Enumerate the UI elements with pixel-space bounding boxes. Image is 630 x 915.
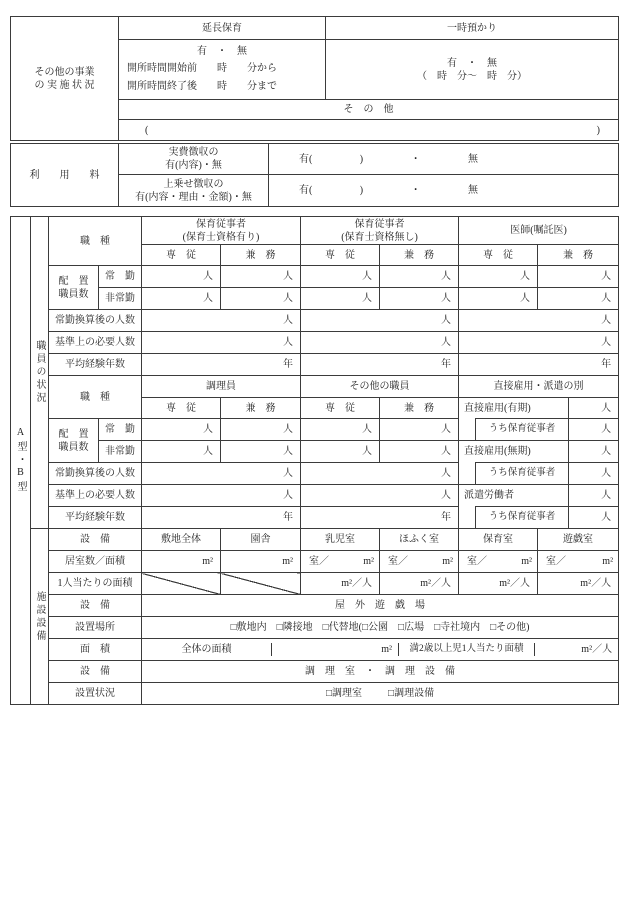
equipment-label: 設 備 [49,529,142,551]
location-options: □敷地内 □隣接地 □代替地(□公園 □広場 □寺社境内 □その他) [142,617,619,639]
extended-before-line: 開所時間開始前 時 分から [127,63,277,74]
direct-fixed-label: 直接雇用(有期) [459,398,569,419]
fulltime-header: 専 従 [142,245,221,266]
required-label: 基準上の必要人数 [49,332,142,354]
person-count-cell: 人 [569,485,619,507]
per-person-area-label: 1人当たりの面積 [49,573,142,595]
kitchen-options-cell [142,683,619,705]
person-count-cell: 人 [221,288,301,310]
fee-value-dot: ・ [410,153,421,165]
na-diagonal-cell [142,573,221,595]
person-count-cell: 人 [142,288,221,310]
required-label: 基準上の必要人数 [49,485,142,507]
other-programs-label-cell [11,17,119,141]
sqm-cell: m² [142,551,221,573]
per-child-area-label: 満2歳以上児1人当たり面積 [399,643,535,656]
fee-actual-cost-line2: 有(内容)・無 [165,160,222,171]
group-cook-cell: 調理員 [142,376,301,398]
group-otherstaff-cell: その他の職員 [301,376,459,398]
fee-value-dot: ・ [410,185,421,196]
fte-label: 常勤換算後の人数 [49,463,142,485]
rooms-sqm-cell [301,551,380,573]
equipment-label: 設 備 [49,595,142,617]
nonregular-label: 非常勤 [99,441,142,463]
staffing-line1: 配 置 [58,428,89,440]
group-employment-cell: 直接雇用・派遣の別 [459,376,619,398]
sqm-cell: m² [221,551,301,573]
temporary-hours: （ 時 分～ 時 分） [417,70,527,82]
sqm-per-person-cell: m²／人 [538,573,619,595]
group-qualified-line1: 保育従事者 [196,218,246,230]
fee-actual-cost-cell [119,144,269,175]
staff-section-label: 職員の状況 [34,340,45,405]
total-area-label: 全体の面積 [142,643,272,656]
location-label: 設置場所 [49,617,142,639]
dispatch-label: 派遣労働者 [459,485,569,507]
sqm-per-person-cell: m²／人 [380,573,459,595]
person-count-cell: 人 [142,310,301,332]
area-label: 面 積 [49,639,142,661]
extended-care-title-cell: 延長保育 [119,17,326,40]
rooms-sqm-cell [380,551,459,573]
group-qualified-line2: (保育士資格有り) [182,231,260,243]
person-count-cell: 人 [142,441,221,463]
person-count-cell: 人 [142,485,301,507]
per-child-area-value: m²／人 [581,644,613,655]
person-count-cell: 人 [569,419,619,441]
concurrent-header: 兼 務 [221,245,301,266]
person-count-cell: 人 [142,266,221,288]
type-ab-label-cell [11,217,31,705]
group-qualified-cell [142,217,301,245]
facility-col-nursery: 保育室 [459,529,538,551]
extended-availability: 有 ・ 無 [197,46,247,57]
other-programs-table [10,16,619,141]
kitchen-equip-checkbox-option: □調理設備 [388,688,435,699]
other-programs-label-line1: その他の事業 [34,66,95,78]
fee-value-no: 無 [468,185,478,196]
job-type-header-b: 職 種 [49,376,142,419]
rooms-sqm-cell [538,551,619,573]
fee-surcharge-line1: 上乗せ徴収の [163,178,224,190]
childcare-sub-label: うち保育従事者 [476,419,569,441]
staffing-label-cell [49,419,99,463]
person-count-cell: 人 [459,310,619,332]
staffing-line2: 職員数 [58,441,89,453]
person-count-cell: 人 [459,332,619,354]
person-count-cell: 人 [538,266,619,288]
indent-strip-cell [459,507,476,529]
fee-surcharge-value-cell [269,175,619,207]
fee-actual-cost-line1: 実費徴収の [168,147,219,158]
year-cell: 年 [301,354,459,376]
rooms-slash: 室／ [546,556,567,567]
facility-section-label: 施設設備 [34,590,45,643]
other-programs-label-line2: の 実 施 状 況 [34,79,95,91]
fee-actual-cost-value-cell [269,144,619,175]
group-unqualified-line1: 保育従事者 [354,218,405,230]
year-cell: 年 [142,354,301,376]
install-status-label: 設置状況 [49,683,142,705]
staff-section-label-cell [31,217,49,529]
staffing-line2: 職員数 [58,288,89,300]
indent-strip-cell [459,419,476,441]
person-count-cell: 人 [142,463,301,485]
person-count-cell: 人 [301,419,380,441]
facility-col-building: 園舎 [221,529,301,551]
person-count-cell: 人 [380,288,459,310]
facility-col-play: 遊戯室 [538,529,619,551]
staffing-label-cell [49,266,99,310]
sqm-unit: m² [521,556,533,567]
concurrent-header: 兼 務 [380,245,459,266]
type-ab-label: A型・B型 [15,427,26,494]
person-count-cell: 人 [459,288,538,310]
person-count-cell: 人 [569,441,619,463]
person-count-cell: 人 [221,266,301,288]
person-count-cell: 人 [569,398,619,419]
nonregular-label: 非常勤 [99,288,142,310]
person-count-cell: 人 [301,463,459,485]
regular-label: 常 勤 [99,266,142,288]
person-count-cell: 人 [301,266,380,288]
fulltime-header: 専 従 [142,398,221,419]
fee-surcharge-line2: 有(内容・理由・金額)・無 [135,191,252,203]
year-cell: 年 [142,507,301,529]
concurrent-header: 兼 務 [380,398,459,419]
temporary-care-title-cell: 一時預かり [326,17,619,40]
experience-label: 平均経験年数 [49,354,142,376]
group-unqualified-line2: (保育士資格無し) [341,231,418,243]
indent-strip-cell [459,463,476,485]
sqm-unit: m² [602,556,614,567]
fee-value-no: 無 [468,153,478,165]
person-count-cell: 人 [569,463,619,485]
sqm-unit: m² [442,556,454,567]
sqm-per-person-cell: m²／人 [301,573,380,595]
person-count-cell: 人 [380,419,459,441]
fee-value-prefix: 有( [299,185,313,196]
year-cell: 年 [301,507,459,529]
rooms-slash: 室／ [388,556,409,567]
childcare-sub-label: うち保育従事者 [476,507,569,529]
person-count-cell: 人 [301,485,459,507]
rooms-area-label: 居室数／面積 [49,551,142,573]
person-count-cell: 人 [142,332,301,354]
rooms-sqm-cell [459,551,538,573]
paren-close: ) [596,124,600,136]
concurrent-header: 兼 務 [538,245,619,266]
fees-label-cell: 利 用 料 [11,144,119,207]
fulltime-header: 専 従 [459,245,538,266]
job-type-header-a: 職 種 [49,217,142,266]
year-cell: 年 [459,354,619,376]
equipment-label: 設 備 [49,661,142,683]
other-title-cell: そ の 他 [119,100,619,120]
facility-col-crawl: ほふく室 [380,529,459,551]
group-doctor-cell: 医師(嘱託医) [459,217,619,245]
sqm-unit: m² [363,556,375,567]
group-unqualified-cell [301,217,459,245]
person-count-cell: 人 [221,419,301,441]
facility-section-label-cell [31,529,49,705]
fees-table [10,143,619,207]
staff-facility-table [10,216,619,705]
total-area-value: m² [272,643,399,656]
rooms-slash: 室／ [309,556,330,567]
person-count-cell: 人 [301,441,380,463]
fee-value-prefix: 有( [299,153,313,165]
kitchen-room-checkbox-option: □調理室 [325,688,363,699]
outdoor-playground-title: 屋 外 遊 戯 場 [142,595,619,617]
experience-label: 平均経験年数 [49,507,142,529]
direct-perm-label: 直接雇用(無期) [459,441,569,463]
facility-col-site: 敷地全体 [142,529,221,551]
facility-col-infant: 乳児室 [301,529,380,551]
na-diagonal-cell [221,573,301,595]
regular-label: 常 勤 [99,419,142,441]
childcare-sub-label: うち保育従事者 [476,463,569,485]
person-count-cell: 人 [538,288,619,310]
fee-value-close: ) [359,153,364,165]
fte-label: 常勤換算後の人数 [49,310,142,332]
kitchen-title: 調 理 室 ・ 調 理 設 備 [142,661,619,683]
fee-surcharge-cell [119,175,269,207]
person-count-cell: 人 [301,332,459,354]
extended-care-detail-cell [119,40,326,100]
person-count-cell: 人 [221,441,301,463]
other-entry-cell [119,120,619,141]
person-count-cell: 人 [380,266,459,288]
temporary-care-detail-cell [326,40,619,100]
fee-value-close: ) [359,185,364,196]
paren-open: ( [145,124,149,136]
rooms-slash: 室／ [467,556,488,567]
extended-after-line: 開所時間終了後 時 分まで [127,81,277,92]
person-count-cell: 人 [569,507,619,529]
staffing-line1: 配 置 [58,275,89,287]
fulltime-header: 専 従 [301,398,380,419]
person-count-cell: 人 [459,266,538,288]
fulltime-header: 専 従 [301,245,380,266]
sqm-per-person-cell: m²／人 [459,573,538,595]
person-count-cell: 人 [301,310,459,332]
concurrent-header: 兼 務 [221,398,301,419]
person-count-cell: 人 [142,419,221,441]
area-detail-cell [142,639,619,661]
person-count-cell: 人 [380,441,459,463]
person-count-cell: 人 [301,288,380,310]
temporary-availability: 有 ・ 無 [447,57,497,69]
